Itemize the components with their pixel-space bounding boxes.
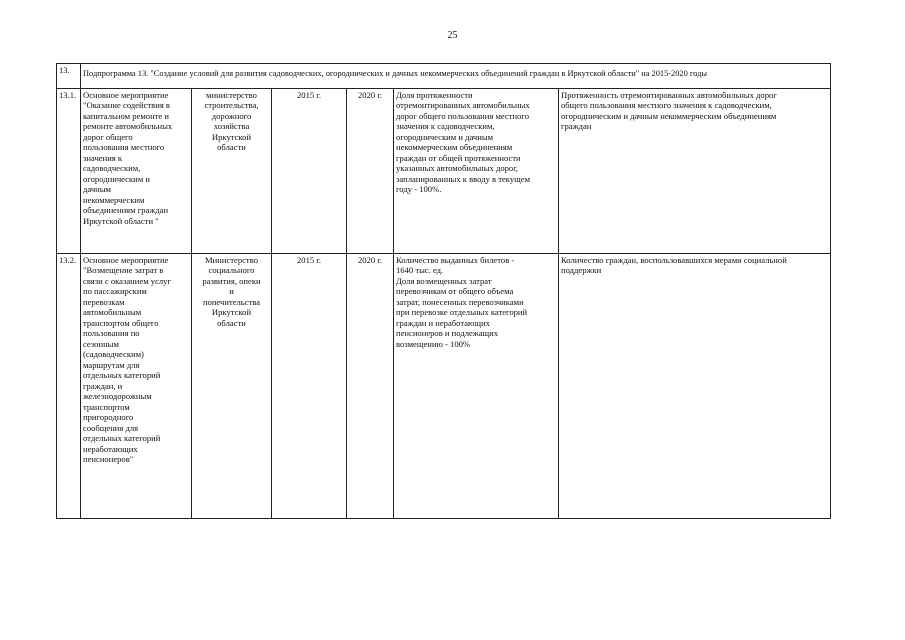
indicator-cell: Протяженность отремонтированных автомобильных дорог общего пользования местного значения к садоводческим, огородническим и дачным некоммерческим объединениям граждан	[559, 89, 831, 254]
subprogram-title-cell	[81, 64, 831, 89]
end-year-cell: 2020 г.	[347, 254, 394, 519]
executor-cell: Министерство социального развития, опеки и попечительства Иркутской области	[192, 254, 272, 519]
subprogram-number: 13.	[57, 64, 81, 89]
subprogram-title: Подпрограмма 13. "Создание условий для развития садоводческих, огороднических и дачных некоммерческих объединений граждан в Иркутской области" на 2015-2020 годы	[83, 69, 707, 78]
row-number: 13.1.	[57, 89, 81, 254]
page-number: 25	[447, 30, 458, 41]
table-row	[57, 254, 831, 519]
expected-result-cell: Количество выданных билетов - 1640 тыс. ед. Доля возмещенных затрат перевозчикам от общего объема затрат, понесенных перевозчиками при перевозке отдельных категорий граждан и неработающих пенсионеров и подлежащих возмещению - 100%	[394, 254, 559, 519]
measure-cell: Основное мероприятие "Оказание содействия в капитальном ремонте и ремонте автомобильных дорог общего пользования местного значения к садоводческим, огородническим и дачным некоммерческим объединениям граждан Иркутской области "	[81, 89, 192, 254]
program-table	[56, 63, 831, 519]
measure-cell: Основное мероприятие "Возмещение затрат в связи с оказанием услуг по пассажирским перевозкам автомобильным транспортом общего пользования по сезонным (садоводческим) маршрутам для отдельных категорий граждан, и железнодорожным транспортом пригородного сообщения для отдельных категорий неработающих пенсионеров"	[81, 254, 192, 519]
expected-result-cell: Доля протяженности отремонтированных автомобильных дорог общего пользования местного значения к садоводческим, огородническим и дачным некоммерческим объединениям граждан от общей протяженности указанных автомобильных дорог, запланированных к вводу в текущем году - 100%.	[394, 89, 559, 254]
row-number: 13.2.	[57, 254, 81, 519]
subprogram-row	[57, 64, 831, 89]
start-year-cell: 2015 г.	[272, 254, 347, 519]
table-row	[57, 89, 831, 254]
indicator-cell: Количество граждан, воспользовавшихся мерами социальной поддержки	[559, 254, 831, 519]
executor-cell: министерство строительства, дорожного хозяйства Иркутской области	[192, 89, 272, 254]
end-year-cell: 2020 г.	[347, 89, 394, 254]
start-year-cell: 2015 г.	[272, 89, 347, 254]
